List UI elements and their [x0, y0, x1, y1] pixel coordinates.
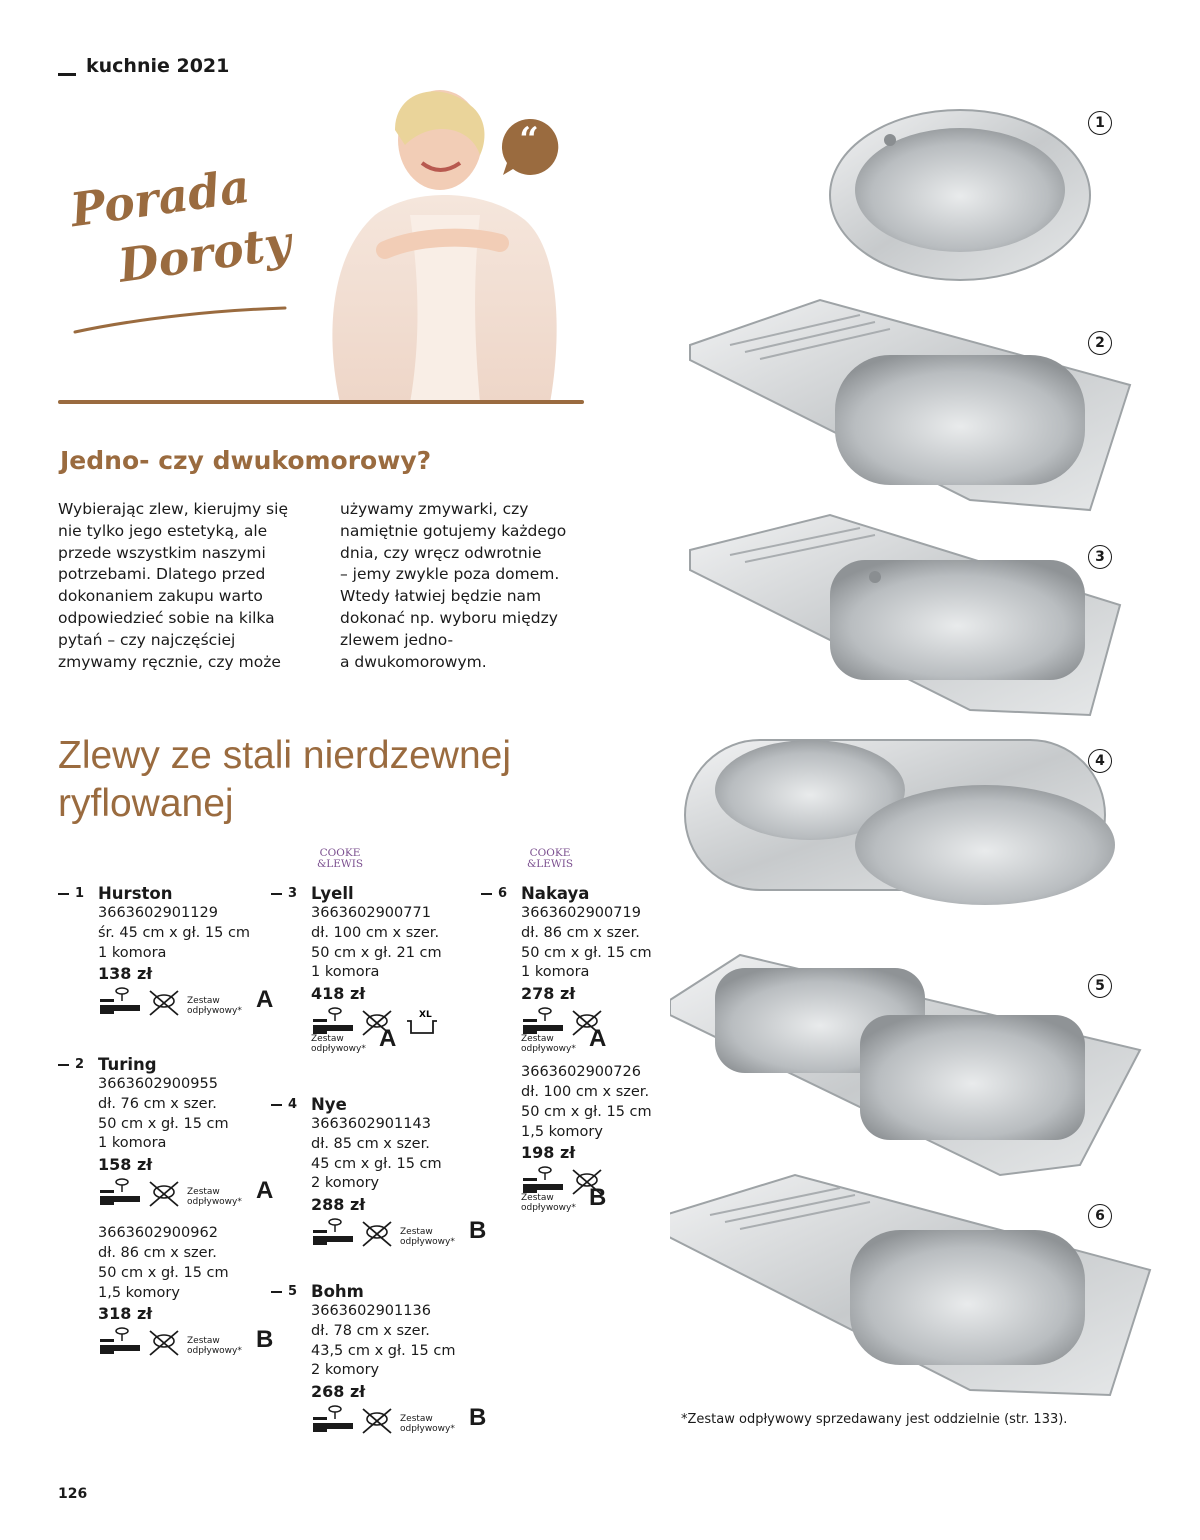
- product-class: B: [256, 1326, 274, 1354]
- product-chambers: 1,5 komory: [521, 1123, 603, 1140]
- product-price: 288 zł: [311, 1195, 366, 1215]
- drain-kit-note: Zestaw odpływowy*: [400, 1414, 455, 1435]
- product-number: 4: [271, 1095, 297, 1115]
- product-price: 198 zł: [521, 1143, 576, 1163]
- no-dishwasher-icon: [363, 1222, 391, 1246]
- brand-line2: &LEWIS: [316, 858, 364, 870]
- product-class: A: [256, 1177, 274, 1205]
- product-code: 3663602900771: [311, 905, 431, 921]
- no-dishwasher-icon: [150, 1182, 178, 1206]
- sink-number-4: 4: [1088, 749, 1112, 773]
- footnote: *Zestaw odpływowy sprzedawany jest oddzielnie (str. 133).: [681, 1412, 1068, 1427]
- pictogram-set: [311, 1405, 399, 1435]
- product-dims: 50 cm x gł. 15 cm: [521, 1103, 652, 1120]
- no-dishwasher-icon: [363, 1409, 391, 1433]
- product-number: 6: [481, 884, 507, 904]
- no-dishwasher-icon: [150, 1331, 178, 1355]
- sink-6-image: [670, 1175, 1150, 1395]
- section-label: kuchnie 2021: [86, 55, 230, 77]
- drain-kit-note: Zestaw odpływowy*: [187, 1187, 242, 1208]
- sink-dish-icon: [100, 1179, 140, 1205]
- product-bohm: [288, 1281, 511, 1451]
- product-class: A: [379, 1025, 397, 1053]
- sink-number-1: 1: [1088, 111, 1112, 135]
- drain-kit-note: Zestaw odpływowy*: [521, 1034, 576, 1055]
- product-price: 278 zł: [521, 984, 576, 1004]
- section-title: Zlewy ze stali nierdzewnej ryflowanej: [58, 734, 512, 825]
- advice-divider: [58, 400, 584, 404]
- product-chambers: 1 komora: [311, 964, 380, 981]
- quote-mark: “: [519, 120, 539, 160]
- product-chambers: 2 komory: [311, 1362, 380, 1379]
- product-chambers: 1,5 komory: [98, 1284, 180, 1301]
- product-hurston: [75, 883, 298, 1033]
- product-chambers: 1 komora: [521, 964, 590, 981]
- product-chambers: 1 komora: [98, 944, 167, 961]
- product-icons: [98, 987, 298, 1033]
- product-dims: dł. 100 cm x szer.: [311, 924, 440, 941]
- sink-dish-icon: [100, 988, 140, 1014]
- product-class: B: [589, 1184, 607, 1212]
- product-dims: 50 cm x gł. 21 cm: [311, 944, 442, 961]
- product-icons: [98, 1327, 298, 1373]
- drain-kit-note: Zestaw odpływowy*: [521, 1193, 576, 1214]
- product-icons: [311, 1007, 511, 1063]
- product-name: Turing: [98, 1055, 157, 1074]
- product-class: A: [589, 1025, 607, 1053]
- pictogram-set: [98, 1327, 186, 1357]
- advice-swash: [70, 300, 290, 340]
- page-number: 126: [58, 1486, 88, 1502]
- product-class: B: [469, 1217, 487, 1245]
- sink-dish-icon: [313, 1219, 353, 1245]
- product-icons: [311, 1218, 511, 1264]
- sink-number-3: 3: [1088, 545, 1112, 569]
- product-price: 418 zł: [311, 984, 366, 1004]
- product-dims: dł. 78 cm x szer.: [311, 1322, 430, 1339]
- intro-col2: używamy zmywarki, czy namiętnie gotujemy każdego dnia, czy wręcz odwrotnie – jemy zwykle poza domem. Wtedy łatwiej będzie nam dokonać np. wyboru między zlewem jedno- a dwukomorowym.: [340, 500, 567, 671]
- sink-images: [670, 100, 1160, 1400]
- product-number: 2: [58, 1055, 84, 1075]
- product-dims: 50 cm x gł. 15 cm: [98, 1264, 229, 1281]
- sink-5-image: [670, 955, 1140, 1175]
- product-dims: 50 cm x gł. 15 cm: [98, 1115, 229, 1132]
- product-code: 3663602901136: [311, 1303, 431, 1319]
- intro-col1: Wybierając zlew, kierujmy się nie tylko jego estetyką, ale przede wszystkim naszymi potrzebami. Dlatego przed dokonaniem zakupu warto odpowiedzieć sobie na kilka pytań – czy najczęściej zmywamy ręcznie, czy może: [58, 500, 288, 671]
- product-lyell: [288, 883, 511, 1063]
- product-price: 158 zł: [98, 1155, 153, 1175]
- product-price: 268 zł: [311, 1382, 366, 1402]
- product-nye: [288, 1094, 511, 1264]
- product-dims: dł. 86 cm x szer.: [98, 1244, 217, 1261]
- product-name: Bohm: [311, 1282, 364, 1301]
- sink-4-image: [685, 740, 1115, 905]
- pictogram-set: [98, 987, 186, 1017]
- sink-dish-icon: [523, 1167, 563, 1193]
- pictogram-set: [311, 1218, 399, 1248]
- advice-title-line1: Porada: [67, 158, 253, 238]
- sink-number-2: 2: [1088, 331, 1112, 355]
- sink-dish-icon: [523, 1008, 563, 1034]
- product-dims: 50 cm x gł. 15 cm: [521, 944, 652, 961]
- product-dims: dł. 85 cm x szer.: [311, 1135, 430, 1152]
- product-dims: dł. 76 cm x szer.: [98, 1095, 217, 1112]
- drain-kit-note: Zestaw odpływowy*: [187, 1336, 242, 1357]
- brand-logo: [312, 848, 368, 870]
- product-name: Nakaya: [521, 884, 590, 903]
- product-class: A: [256, 986, 274, 1014]
- drain-kit-note: Zestaw odpływowy*: [400, 1227, 455, 1248]
- product-turing: [75, 1054, 298, 1373]
- brand-line2: &LEWIS: [526, 858, 574, 870]
- intro-heading: Jedno- czy dwukomorowy?: [60, 446, 432, 475]
- xl-basin-icon: [407, 1010, 437, 1033]
- product-dims: dł. 100 cm x szer.: [521, 1083, 650, 1100]
- brand-line1: COOKE: [319, 847, 361, 859]
- product-chambers: 2 komory: [311, 1175, 380, 1192]
- product-name: Lyell: [311, 884, 354, 903]
- advice-title-line2: Doroty: [115, 215, 295, 293]
- svg-text:XL: XL: [419, 1010, 432, 1021]
- product-name: Hurston: [98, 884, 173, 903]
- product-icons: [311, 1405, 511, 1451]
- product-number: 3: [271, 884, 297, 904]
- product-icons: [98, 1178, 298, 1224]
- product-class: B: [469, 1404, 487, 1432]
- product-chambers: 1 komora: [98, 1135, 167, 1152]
- drain-kit-note: Zestaw odpływowy*: [187, 996, 242, 1017]
- brand-logo: [522, 848, 578, 870]
- product-code: 3663602900726: [521, 1064, 641, 1081]
- sink-1-image: [830, 110, 1090, 280]
- product-name: Nye: [311, 1095, 347, 1114]
- pictogram-set: [98, 1178, 186, 1208]
- product-price: 138 zł: [98, 964, 153, 984]
- sink-number-5: 5: [1088, 974, 1112, 998]
- product-number: 1: [58, 884, 84, 904]
- product-code: 3663602901143: [311, 1116, 431, 1132]
- sink-number-6: 6: [1088, 1204, 1112, 1228]
- sink-dish-icon: [313, 1406, 353, 1432]
- product-number: 5: [271, 1282, 297, 1302]
- product-price: 318 zł: [98, 1304, 153, 1324]
- no-dishwasher-icon: [150, 991, 178, 1015]
- sink-2-image: [690, 300, 1130, 510]
- section-dash: [58, 73, 76, 76]
- brand-line1: COOKE: [529, 847, 571, 859]
- sink-3-image: [690, 515, 1120, 715]
- product-dims: śr. 45 cm x gł. 15 cm: [98, 924, 251, 941]
- sink-dish-icon: [100, 1328, 140, 1354]
- product-dims: 43,5 cm x gł. 15 cm: [311, 1342, 456, 1359]
- sink-dish-icon: [313, 1008, 353, 1034]
- product-code: 3663602900962: [98, 1225, 218, 1242]
- product-dims: dł. 86 cm x szer.: [521, 924, 640, 941]
- product-code: 3663602901129: [98, 905, 218, 921]
- drain-kit-note: Zestaw odpływowy*: [311, 1034, 366, 1055]
- product-dims: 45 cm x gł. 15 cm: [311, 1155, 442, 1172]
- product-code: 3663602900955: [98, 1076, 218, 1092]
- product-code: 3663602900719: [521, 905, 641, 921]
